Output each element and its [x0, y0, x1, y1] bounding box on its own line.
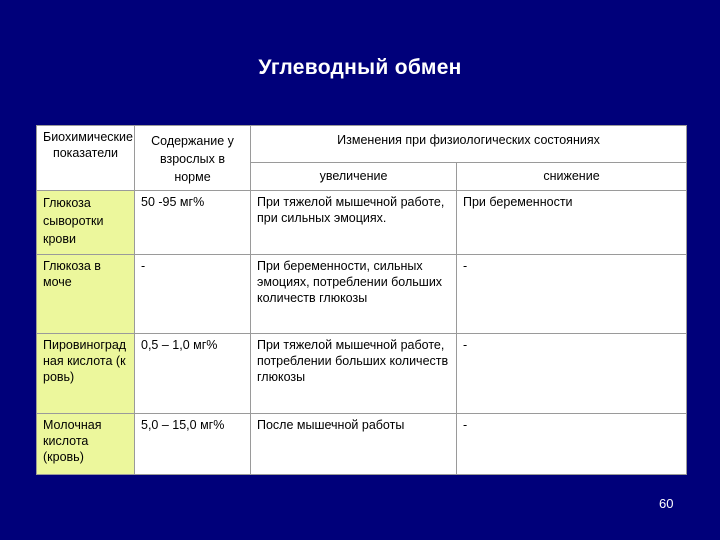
decrease-cell: - [457, 334, 687, 414]
decrease-cell: - [457, 255, 687, 334]
indicator-cell: Молочная кислота (кровь) [37, 414, 135, 475]
indicator-cell: Глюкоза сыворотки крови [37, 191, 135, 255]
header-decrease: снижение [457, 163, 687, 191]
slide-title: Углеводный обмен [258, 56, 462, 79]
norm-cell: 5,0 – 15,0 мг% [135, 414, 251, 475]
header-row-1 [37, 126, 687, 163]
indicator-cell: Глюкоза в моче [37, 255, 135, 334]
norm-cell: 50 -95 мг% [135, 191, 251, 255]
decrease-cell: - [457, 414, 687, 475]
indicator-cell: Пировиноградная кислота (кровь) [37, 334, 135, 414]
table-row [37, 414, 687, 475]
norm-cell: - [135, 255, 251, 334]
table-row [37, 255, 687, 334]
header-increase: увеличение [251, 163, 457, 191]
page-number: 60 [659, 496, 674, 511]
carbohydrate-metabolism-table [36, 125, 687, 475]
header-physiological-changes: Изменения при физиологических состояниях [251, 126, 687, 163]
table-row [37, 334, 687, 414]
norm-cell: 0,5 – 1,0 мг% [135, 334, 251, 414]
increase-cell: При тяжелой мышечной работе, потреблении больших количеств глюкозы [251, 334, 457, 414]
increase-cell: При тяжелой мышечной работе, при сильных эмоциях. [251, 191, 457, 255]
header-normal-content: Содержание у взрослых в норме [135, 126, 251, 191]
table-row [37, 191, 687, 255]
increase-cell: После мышечной работы [251, 414, 457, 475]
increase-cell: При беременности, сильных эмоциях, потреблении больших количеств глюкозы [251, 255, 457, 334]
decrease-cell: При беременности [457, 191, 687, 255]
header-indicators: Биохимические показатели [37, 126, 135, 191]
